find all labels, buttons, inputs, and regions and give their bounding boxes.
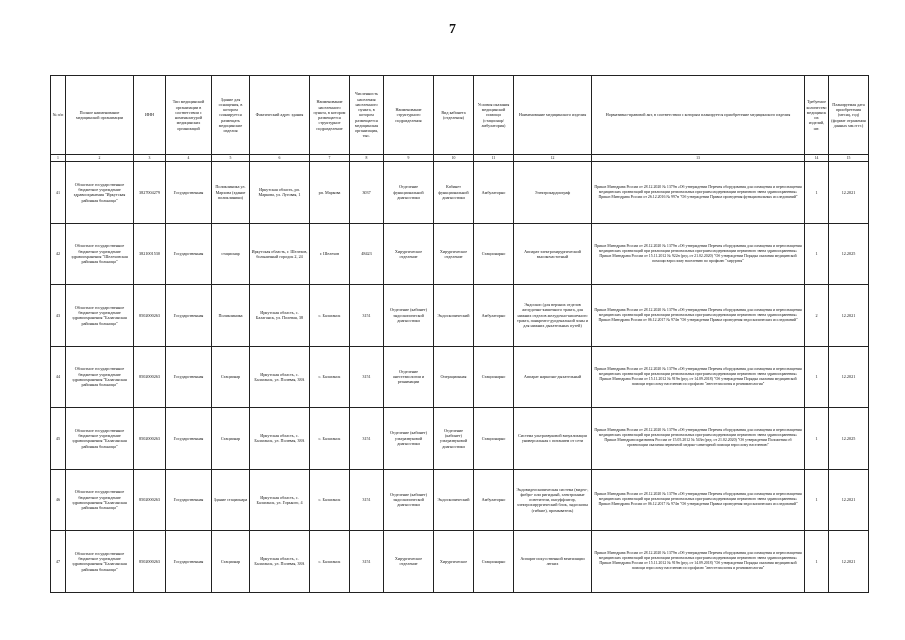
table-row — [51, 346, 869, 408]
inn: 8502000263 — [134, 408, 166, 470]
table-row — [51, 223, 869, 285]
quantity: 1 — [805, 408, 829, 470]
locality: с. Балаганск — [310, 285, 350, 347]
care-conditions: Амбулаторно — [474, 469, 514, 531]
organization-type: Государственная — [166, 408, 212, 470]
page-number: 7 — [449, 22, 456, 37]
legal-basis: Приказ Минздрава России от 28.12.2020 № 1379н «Об утверждении Перечня оборудования для оснащения и переоснащения медицинских организаций при реализации региональных программ модернизации первичного звена здравоохранения» Приказ Минздрава России от 06.12.2017 № 974н "Об утверждении Правил проведения эндоскопических исследований" — [592, 469, 805, 531]
organization-type: Государственная — [166, 285, 212, 347]
structural-unit: Отделение функциональной диагностики — [384, 162, 434, 224]
header-cell: Планируемая дата приобретения (месяц, год) (формат отражения данных мм.гггг.) — [829, 76, 869, 155]
table-header-row — [51, 76, 869, 155]
organization-type: Государственная — [166, 469, 212, 531]
cabinet-type: Эндоскопический — [434, 469, 474, 531]
inn: 8502000263 — [134, 531, 166, 593]
cabinet-type: Хирургическое — [434, 531, 474, 593]
medical-device: Система ультразвуковой визуализации универсальная с питанием от сети — [514, 408, 592, 470]
purchase-date: 12.2021 — [829, 469, 869, 531]
row-number: 44 — [51, 346, 66, 408]
purchase-date: 12.2021 — [829, 531, 869, 593]
column-number: 13 — [592, 155, 805, 162]
building: стационар — [212, 223, 250, 285]
locality: рп. Маркова — [310, 162, 350, 224]
purchase-date: 12.2021 — [829, 285, 869, 347]
table-row — [51, 162, 869, 224]
address: Иркутская область, г. Шелехов, больничный городок 2, 24 — [250, 223, 310, 285]
cabinet-type: Кабинет функциональной диагностики — [434, 162, 474, 224]
medical-device: Электрокардиограф — [514, 162, 592, 224]
population: 3151 — [350, 469, 384, 531]
quantity: 1 — [805, 469, 829, 531]
structural-unit: Отделение (кабинет) эндоскопической диагностики — [384, 285, 434, 347]
organization-name: Областное государственное бюджетное учреждение здравоохранения "Балаганская районная больница" — [66, 346, 134, 408]
table-row — [51, 531, 869, 593]
row-number: 46 — [51, 469, 66, 531]
inn: 8502000263 — [134, 285, 166, 347]
structural-unit: Отделение анестезиологии и реанимации — [384, 346, 434, 408]
column-number: 3 — [134, 155, 166, 162]
header-cell: Полное наименование медицинской организации — [66, 76, 134, 155]
organization-type: Государственная — [166, 162, 212, 224]
care-conditions: Стационарно — [474, 531, 514, 593]
population: 3151 — [350, 285, 384, 347]
care-conditions: Амбулаторно — [474, 285, 514, 347]
purchase-date: 12.2021 — [829, 346, 869, 408]
organization-name: Областное государственное бюджетное учреждение здравоохранения "Иркутская районная больница" — [66, 162, 134, 224]
structural-unit: Хирургическое отделение — [384, 531, 434, 593]
table-row — [51, 285, 869, 347]
column-number: 11 — [474, 155, 514, 162]
row-number: 45 — [51, 408, 66, 470]
header-cell: Требуемое количество медицинских изделий, шт. — [805, 76, 829, 155]
organization-name: Областное государственное бюджетное учреждение здравоохранения "Шелеховская районная больница" — [66, 223, 134, 285]
column-number: 9 — [384, 155, 434, 162]
cabinet-type: Эндоскопический — [434, 285, 474, 347]
legal-basis: Приказ Минздрава России от 28.12.2020 № 1379н «Об утверждении Перечня оборудования для оснащения и переоснащения медицинских организаций при реализации региональных программ модернизации первичного звена здравоохранения» Приказ Минздрава России от 15.11.2012 № 919н (ред. от 14.09.2018) "Об утверждении Порядка оказания медицинской помощи взрослому населению по профилю "анестезиология и реаниматология" — [592, 346, 805, 408]
medical-device: Аппарат искусственной вентиляции легких — [514, 531, 592, 593]
building: Поликлиника — [212, 285, 250, 347]
locality: с. Балаганск — [310, 531, 350, 593]
medical-device: Аппарат наркозно-дыхательный — [514, 346, 592, 408]
quantity: 2 — [805, 285, 829, 347]
medical-device: Аппарат электрохирургический высокочастотный — [514, 223, 592, 285]
address: Иркутская область, с. Балаганск, ул. Полевая, 38 — [250, 285, 310, 347]
building: Здание стационара — [212, 469, 250, 531]
organization-type: Государственная — [166, 531, 212, 593]
header-cell: Тип медицинской организации в соответствии с номенклатурой медицинских организаций — [166, 76, 212, 155]
building: Стационар — [212, 408, 250, 470]
column-number: 10 — [434, 155, 474, 162]
medical-device: Эндовидеоскопическая система (видео-, фибро- или ригидный, электронные осветители, инсуффлятор, электрохирургический блок, эндоскопы (гибкие), промыватель) — [514, 469, 592, 531]
population: 3151 — [350, 408, 384, 470]
legal-basis: Приказ Минздрава России от 28.12.2020 № 1379н «Об утверждении Перечня оборудования для оснащения и переоснащения медицинских организаций при реализации региональных программ модернизации первичного звена здравоохранения» Приказ Минздрава России от 15.11.2012 № 919н (ред. от 14.09.2018) "Об утверждении Порядка оказания медицинской помощи взрослому населению по профилю "анестезиология и реаниматология" — [592, 531, 805, 593]
organization-name: Областное государственное бюджетное учреждение здравоохранения "Балаганская районная больница" — [66, 531, 134, 593]
column-number: 8 — [350, 155, 384, 162]
organization-name: Областное государственное бюджетное учреждение здравоохранения "Балаганская районная больница" — [66, 285, 134, 347]
header-cell: Наименование медицинского изделия — [514, 76, 592, 155]
cabinet-type: Хирургическое отделение — [434, 223, 474, 285]
header-cell: Условия оказания медицинской помощи (стационар/амбулатория) — [474, 76, 514, 155]
building: Стационар — [212, 531, 250, 593]
population: 3151 — [350, 531, 384, 593]
quantity: 1 — [805, 162, 829, 224]
address: Иркутская область, с. Балаганск, ул. Полевая, 38А — [250, 346, 310, 408]
inn: 3827004279 — [134, 162, 166, 224]
legal-basis: Приказ Минздрава России от 28.12.2020 № 1379н «Об утверждении Перечня оборудования для оснащения и переоснащения медицинских организаций при реализации региональных программ модернизации первичного звена здравоохранения» Приказ Минздрава России от 26.12.2016 № 997н "Об утверждении Правил проведения функциональных исследований" — [592, 162, 805, 224]
column-number: 14 — [805, 155, 829, 162]
row-number: 41 — [51, 162, 66, 224]
column-number: 1 — [51, 155, 66, 162]
locality: г. Шелехов — [310, 223, 350, 285]
column-number: 12 — [514, 155, 592, 162]
column-number-row — [51, 155, 869, 162]
locality: с. Балаганск — [310, 408, 350, 470]
row-number: 42 — [51, 223, 66, 285]
structural-unit: Хирургическое отделение — [384, 223, 434, 285]
care-conditions: Стационарно — [474, 346, 514, 408]
address: Иркутская область, с. Балаганск, ул. Полевая, 38А — [250, 531, 310, 593]
column-number: 6 — [250, 155, 310, 162]
care-conditions: Стационарно — [474, 223, 514, 285]
row-number: 47 — [51, 531, 66, 593]
equipment-table — [50, 75, 869, 593]
care-conditions: Стационарно — [474, 408, 514, 470]
table-body — [51, 162, 869, 593]
header-cell: Нормативно-правовой акт, в соответствии с которым планируется приобретение медицинского изделия — [592, 76, 805, 155]
quantity: 1 — [805, 531, 829, 593]
table-row — [51, 469, 869, 531]
purchase-date: 12.2025 — [829, 223, 869, 285]
header-cell: Наименование населенного пункта, в котором размещается структурное подразделение — [310, 76, 350, 155]
column-number: 5 — [212, 155, 250, 162]
legal-basis: Приказ Минздрава России от 28.12.2020 № 1379н «Об утверждении Перечня оборудования для оснащения и переоснащения медицинских организаций при реализации региональных программ модернизации первичного звена здравоохранения» Приказ Минздрава России от 06.12.2017 № 974н "Об утверждении Правил проведения эндоскопических исследований" — [592, 285, 805, 347]
cabinet-type: Операционная — [434, 346, 474, 408]
legal-basis: Приказ Минздрава России от 28.12.2020 № 1379н «Об утверждении Перечня оборудования для оснащения и переоснащения медицинских организаций при реализации региональных программ модернизации первичного звена здравоохранения» Приказ Минздравсоцразвития России от 15.05.2012 № 543н (ред. от 21.02.2020) "Об утверждении Положения об организации оказания первичной медико-санитарной помощи взрослому населению" — [592, 408, 805, 470]
organization-type: Государственная — [166, 223, 212, 285]
cabinet-type: Отделение (кабинет) ультразвуковой диагностики — [434, 408, 474, 470]
column-number: 2 — [66, 155, 134, 162]
population: 3037 — [350, 162, 384, 224]
medical-device: Эндоскоп (для верхних отделов желудочно-кишечного тракта, для нижних отделов желудочно-кишечного тракта, панкреато-дуоденальной зоны и для нижних дыхательных путей) — [514, 285, 592, 347]
column-number: 7 — [310, 155, 350, 162]
quantity: 1 — [805, 223, 829, 285]
purchase-date: 12.2021 — [829, 162, 869, 224]
header-cell: Численность населения населенного пункта, в котором размещается медицинская организация, тыс. — [350, 76, 384, 155]
row-number: 43 — [51, 285, 66, 347]
quantity: 1 — [805, 346, 829, 408]
locality: с. Балаганск — [310, 469, 350, 531]
address: Иркутская область, с. Балаганск, ул. Горького, 4 — [250, 469, 310, 531]
header-cell: Наименование структурного подразделения — [384, 76, 434, 155]
header-cell: ИНН — [134, 76, 166, 155]
legal-basis: Приказ Минздрава России от 28.12.2020 № 1379н «Об утверждении Перечня оборудования для оснащения и переоснащения медицинских организаций при реализации региональных программ модернизации первичного звена здравоохранения» Приказ Минздрава России от 15.11.2012 № 922н (ред. от 21.02.2020) "Об утверждении Порядка оказания медицинской помощи взрослому населению по профилю "хирургия" — [592, 223, 805, 285]
table-row — [51, 408, 869, 470]
inn: 3821001530 — [134, 223, 166, 285]
structural-unit: Отделение (кабинет) ультразвуковой диагностики — [384, 408, 434, 470]
column-number: 4 — [166, 155, 212, 162]
header-cell: Здание для оснащения, в котором планируется размещать медицинские изделия — [212, 76, 250, 155]
organization-type: Государственная — [166, 346, 212, 408]
locality: с. Балаганск — [310, 346, 350, 408]
organization-name: Областное государственное бюджетное учреждение здравоохранения "Балаганская районная больница" — [66, 469, 134, 531]
population: 3151 — [350, 346, 384, 408]
header-cell: Вид кабинета (отделения) — [434, 76, 474, 155]
purchase-date: 12.2025 — [829, 408, 869, 470]
inn: 8502000263 — [134, 469, 166, 531]
address: Иркутская область, с. Балаганск, ул. Полевая, 38А — [250, 408, 310, 470]
address: Иркутская область, рп. Маркова, ул. Луговая, 1 — [250, 162, 310, 224]
header-cell: № п/п — [51, 76, 66, 155]
building: Поликлиника ул. Мархова (здание поликлиники) — [212, 162, 250, 224]
building: Стационар — [212, 346, 250, 408]
header-cell: Фактический адрес здания — [250, 76, 310, 155]
population: 48423 — [350, 223, 384, 285]
organization-name: Областное государственное бюджетное учреждение здравоохранения "Балаганская районная больница" — [66, 408, 134, 470]
structural-unit: Отделение (кабинет) эндоскопической диагностики — [384, 469, 434, 531]
inn: 8502000263 — [134, 346, 166, 408]
care-conditions: Амбулаторно — [474, 162, 514, 224]
column-number: 15 — [829, 155, 869, 162]
